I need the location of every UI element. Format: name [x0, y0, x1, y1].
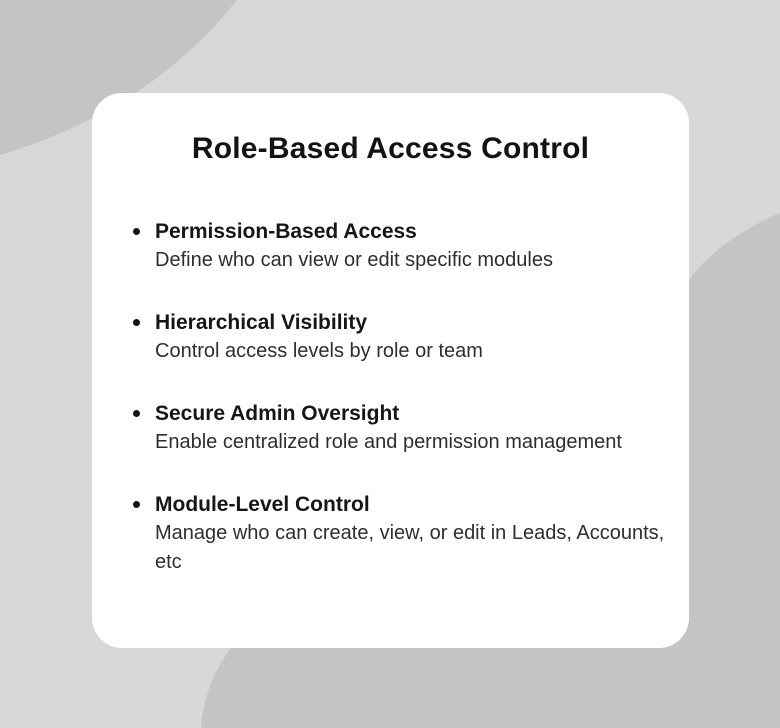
content-card [92, 93, 689, 648]
list-item [92, 399, 689, 457]
item-description: Manage who can create, view, or edit in Leads, Accounts, etc [155, 522, 665, 573]
item-description: Control access levels by role or team [155, 340, 483, 362]
bullet-icon [133, 501, 140, 508]
list-item [92, 490, 689, 577]
list-item-text [155, 217, 553, 275]
item-description: Enable centralized role and permission management [155, 431, 622, 453]
feature-list [92, 217, 689, 577]
list-item-text [155, 490, 670, 577]
list-item-text [155, 308, 483, 366]
list-item [92, 308, 689, 366]
bullet-icon [133, 319, 140, 326]
item-description: Define who can view or edit specific modules [155, 249, 553, 271]
item-heading: Hierarchical Visibility [155, 311, 368, 334]
list-item-text [155, 399, 622, 457]
item-heading: Secure Admin Oversight [155, 402, 400, 425]
item-heading: Permission-Based Access [155, 220, 417, 243]
bullet-icon [133, 410, 140, 417]
item-heading: Module-Level Control [155, 493, 370, 516]
list-item [92, 217, 689, 275]
page-title: Role-Based Access Control [191, 132, 590, 165]
bullet-icon [133, 228, 140, 235]
